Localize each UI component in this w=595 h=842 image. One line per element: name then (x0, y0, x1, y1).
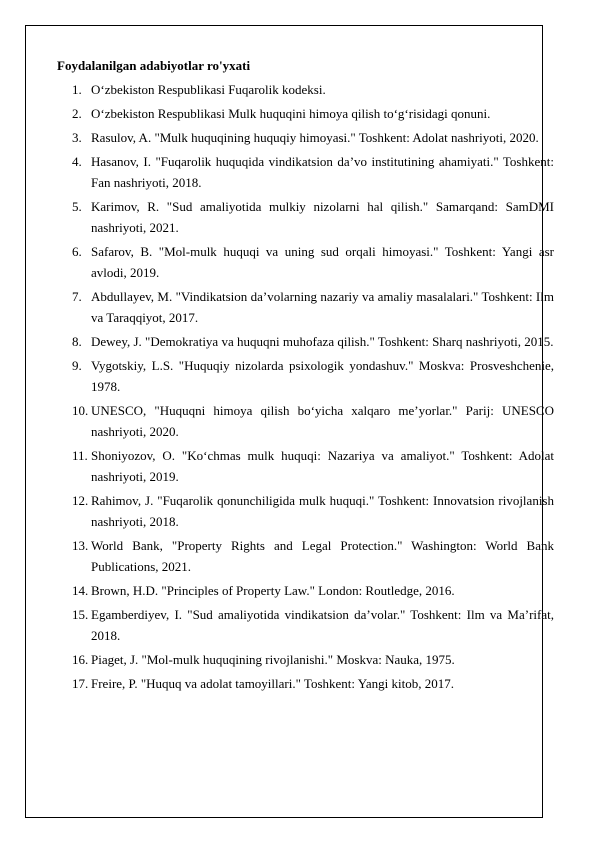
item-number: 3. (72, 130, 82, 145)
item-number: 9. (72, 358, 82, 373)
list-item (57, 355, 554, 397)
item-text: O‘zbekiston Respublikasi Fuqarolik kodeksi. (91, 82, 326, 97)
item-text: Safarov, B. "Mol-mulk huquqi va uning sud orqali himoyasi." Toshkent: Yangi asr avlodi, 2019. (91, 244, 554, 280)
item-text: Hasanov, I. "Fuqarolik huquqida vindikatsion da’vo institutining ahamiyati." Toshkent: Fan nashriyoti, 2018. (91, 154, 554, 190)
item-number: 17. (72, 676, 89, 691)
list-item (57, 490, 554, 532)
item-number: 2. (72, 106, 82, 121)
list-item (57, 604, 554, 646)
list-item (57, 535, 554, 577)
list-item (57, 79, 554, 100)
item-number: 6. (72, 244, 82, 259)
references-heading: Foydalanilgan adabiyotlar ro'yxati (57, 58, 251, 73)
item-number: 12. (72, 493, 89, 508)
item-text: Abdullayev, M. "Vindikatsion da’volarning nazariy va amaliy masalalari." Toshkent: Ilm va Taraqqiyot, 2017. (91, 289, 554, 325)
list-item (57, 400, 554, 442)
item-number: 15. (72, 607, 89, 622)
list-item (57, 649, 554, 670)
item-text: World Bank, "Property Rights and Legal Protection." Washington: World Bank Publications, 2021. (91, 538, 554, 574)
item-text: Brown, H.D. "Principles of Property Law." London: Routledge, 2016. (91, 583, 455, 598)
list-item (57, 286, 554, 328)
list-item (57, 196, 554, 238)
item-text: Freire, P. "Huquq va adolat tamoyillari." Toshkent: Yangi kitob, 2017. (91, 676, 454, 691)
item-number: 4. (72, 154, 82, 169)
item-number: 16. (72, 652, 89, 667)
item-text: Dewey, J. "Demokratiya va huquqni muhofaza qilish." Toshkent: Sharq nashriyoti, 2015. (91, 334, 554, 349)
list-item (57, 151, 554, 193)
list-item (57, 127, 554, 148)
item-number: 5. (72, 199, 82, 214)
item-text: Piaget, J. "Mol-mulk huquqining rivojlanishi." Moskva: Nauka, 1975. (91, 652, 455, 667)
item-text: Rasulov, A. "Mulk huquqining huquqiy himoyasi." Toshkent: Adolat nashriyoti, 2020. (91, 130, 539, 145)
item-text: Vygotskiy, L.S. "Huquqiy nizolarda psixologik yondashuv." Moskva: Prosveshchenie, 1978. (91, 358, 554, 394)
list-item (57, 445, 554, 487)
item-text: UNESCO, "Huquqni himoya qilish bo‘yicha xalqaro me’yorlar." Parij: UNESCO nashriyoti, 2020. (91, 403, 554, 439)
list-item (57, 673, 554, 694)
list-item (57, 103, 554, 124)
item-number: 10. (72, 403, 89, 418)
item-text: Rahimov, J. "Fuqarolik qonunchiligida mulk huquqi." Toshkent: Innovatsion rivojlanish nashriyoti, 2018. (91, 493, 554, 529)
item-number: 11. (72, 448, 88, 463)
references-list (57, 79, 554, 694)
item-text: Shoniyozov, O. "Ko‘chmas mulk huquqi: Nazariya va amaliyot." Toshkent: Adolat nashriyoti, 2019. (91, 448, 554, 484)
list-item (57, 241, 554, 283)
item-number: 14. (72, 583, 89, 598)
item-number: 13. (72, 538, 89, 553)
document-body (57, 55, 554, 697)
item-number: 7. (72, 289, 82, 304)
item-number: 8. (72, 334, 82, 349)
item-text: Karimov, R. "Sud amaliyotida mulkiy nizolarni hal qilish." Samarqand: SamDMI nashriyoti, 2021. (91, 199, 554, 235)
list-item (57, 580, 554, 601)
list-item (57, 331, 554, 352)
item-text: O‘zbekiston Respublikasi Mulk huquqini himoya qilish to‘g‘risidagi qonuni. (91, 106, 491, 121)
item-number: 1. (72, 82, 82, 97)
item-text: Egamberdiyev, I. "Sud amaliyotida vindikatsion da’volar." Toshkent: Ilm va Ma’rifat, 2018. (91, 607, 554, 643)
